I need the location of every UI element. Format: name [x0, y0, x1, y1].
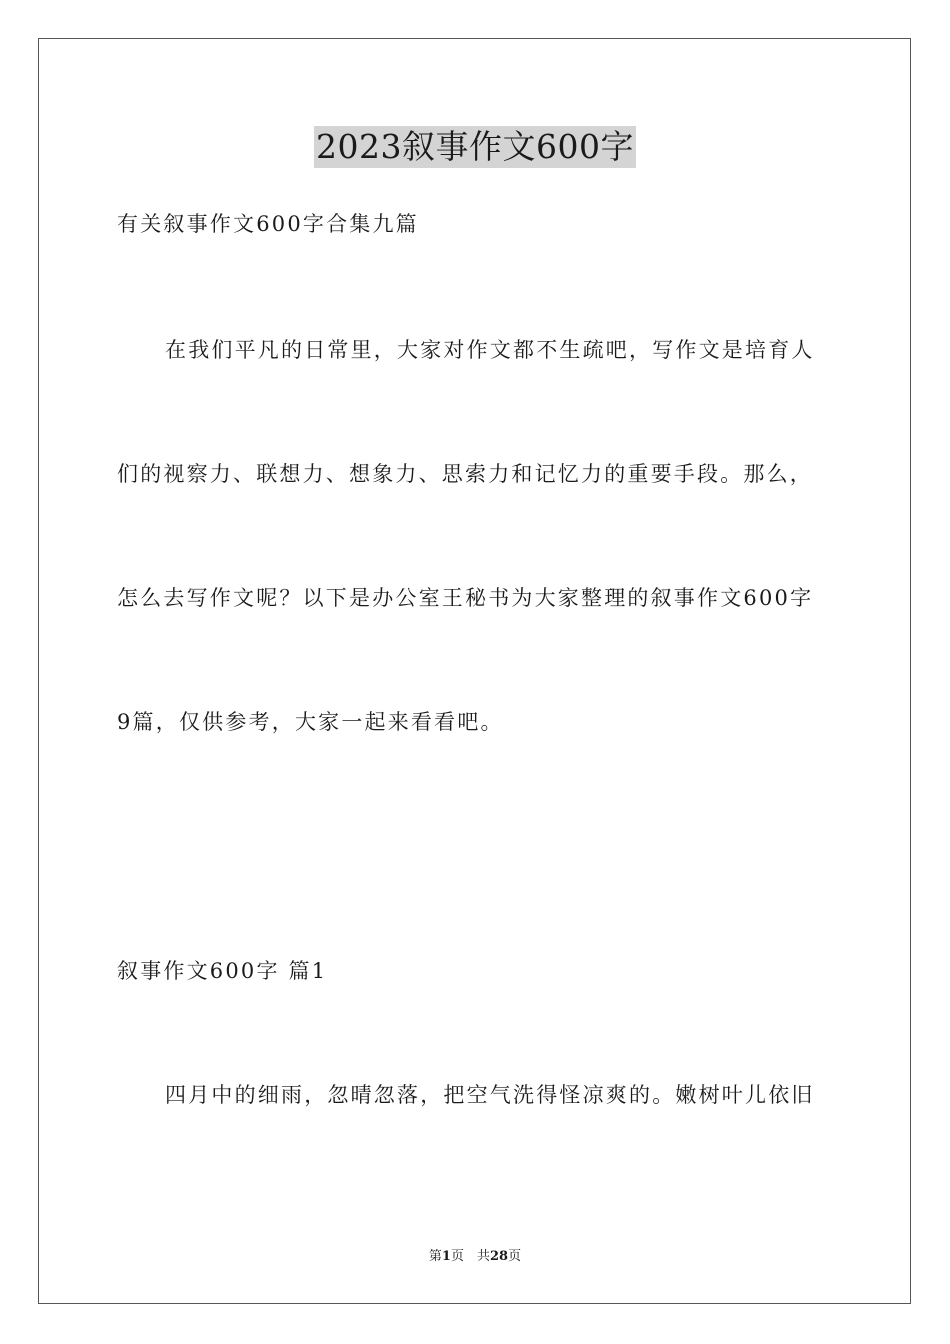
footer-page-prefix: 第 — [428, 1249, 442, 1264]
footer-page-suffix: 页 — [508, 1249, 522, 1264]
paragraph-1-line-1: 在我们平凡的日常里，大家对作文都不生疏吧，写作文是培育人 — [165, 338, 815, 362]
paragraph-1-line-4: 9篇，仅供参考，大家一起来看看吧。 — [117, 710, 504, 734]
title-container — [0, 126, 950, 168]
paragraph-1-line-2: 们的视察力、联想力、想象力、思索力和记忆力的重要手段。那么， — [117, 462, 813, 486]
page-footer — [0, 1248, 950, 1266]
footer-page-mid: 页 共 — [450, 1249, 490, 1264]
document-title: 2023叙事作文600字 — [316, 127, 634, 166]
paragraph-1-line-3: 怎么去写作文呢？以下是办公室王秘书为大家整理的叙事作文600字 — [117, 586, 814, 610]
footer-page-total: 28 — [489, 1249, 509, 1264]
paragraph-2-line-1: 四月中的细雨，忽晴忽落，把空气洗得怪凉爽的。嫩树叶儿依旧 — [165, 1083, 815, 1107]
footer-page-current: 1 — [441, 1249, 451, 1264]
section-heading: 叙事作文600字 篇1 — [117, 959, 328, 983]
document-subtitle: 有关叙事作文600字合集九篇 — [117, 212, 419, 236]
